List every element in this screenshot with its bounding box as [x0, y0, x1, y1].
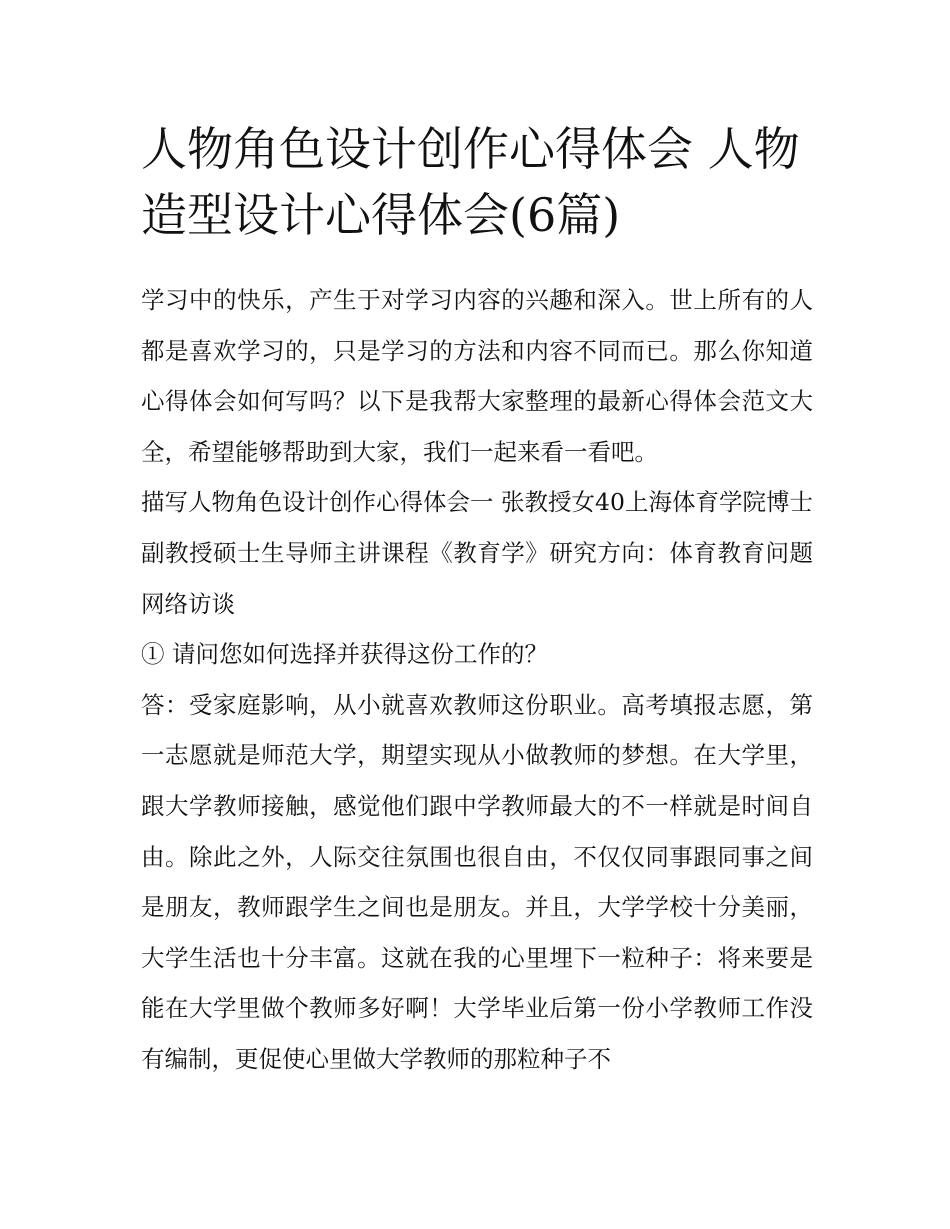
- document-title: 人物角色设计创作心得体会 人物造型设计心得体会(6篇): [141, 122, 800, 242]
- question-paragraph: ① 请问您如何选择并获得这份工作的？: [141, 640, 548, 669]
- answer-paragraph: 答：受家庭影响，从小就喜欢教师这份职业。高考填报志愿，第一志愿就是师范大学，期望实现从小做教师的梦想。在大学里，跟大学教师接触，感觉他们跟中学教师最大的不一样就是时间自由。除此之外，人际交往氛围也很自由，不仅仅同事跟同事之间是朋友，教师跟学生之间也是朋友。并且，大学学校十分美丽，大学生活也十分丰富。这就在我的心里埋下一粒种子：将来要是能在大学里做个教师多好啊！大学毕业后第一份小学教师工作没有编制，更促使心里做大学教师的那粒种子不: [141, 690, 813, 1073]
- intro-paragraph: 学习中的快乐，产生于对学习内容的兴趣和深入。世上所有的人都是喜欢学习的，只是学习的方法和内容不同而已。那么你知道心得体会如何写吗？以下是我帮大家整理的最新心得体会范文大全，希望能够帮助到大家，我们一起来看一看吧。: [141, 286, 813, 466]
- profile-paragraph: 描写人物角色设计创作心得体会一 张教授女40上海体育学院博士副教授硕士生导师主讲课程《教育学》研究方向：体育教育问题 网络访谈: [141, 488, 813, 618]
- document-body: [141, 275, 813, 1085]
